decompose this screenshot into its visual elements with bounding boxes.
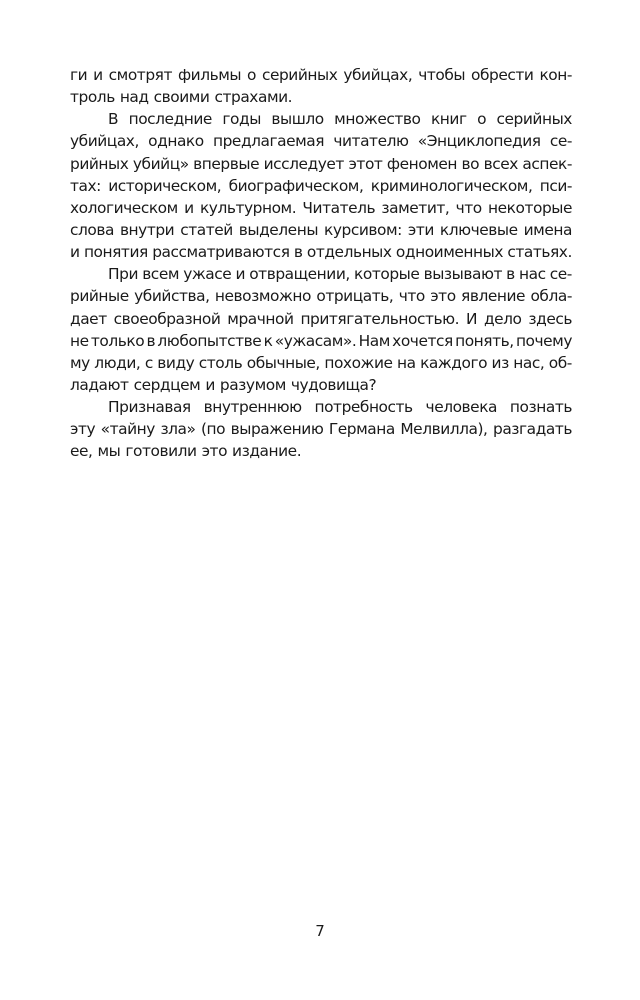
page-number: 7	[315, 922, 325, 940]
word: притягательностью.	[300, 309, 460, 328]
word: При	[108, 265, 138, 284]
word: в	[293, 243, 303, 262]
word: и	[93, 66, 103, 84]
word: этот	[348, 154, 383, 173]
word: разгадать	[493, 420, 572, 439]
word: выделены	[238, 220, 319, 239]
word: биографическом,	[228, 176, 364, 195]
word: отрицать,	[316, 287, 394, 306]
word: понятия	[83, 243, 148, 262]
word: серийных	[261, 66, 338, 84]
word: хологическом	[70, 198, 178, 217]
word: некоторые	[488, 198, 572, 217]
word: ги	[70, 66, 88, 84]
word: рийные	[70, 287, 129, 306]
word: всем	[142, 265, 179, 284]
text-line	[70, 153, 572, 175]
word: рийных	[70, 154, 129, 173]
word: му	[70, 353, 90, 372]
word: Признавая	[108, 398, 191, 417]
text-line	[70, 64, 572, 86]
word: почему	[515, 331, 572, 350]
word: читателю	[333, 132, 409, 151]
word: пси-	[539, 176, 572, 195]
word: рассматриваются	[152, 243, 290, 262]
text-line	[70, 241, 572, 263]
word: это	[430, 287, 456, 306]
word: исследует	[263, 154, 344, 173]
word: феномен	[386, 154, 458, 173]
text-line	[70, 285, 572, 307]
word: эти	[407, 220, 434, 239]
word: и	[205, 375, 215, 394]
word: се-	[549, 132, 572, 151]
word: о	[247, 66, 256, 84]
word: слова	[70, 220, 114, 239]
word: здесь	[528, 309, 572, 328]
word: статьях.	[507, 243, 572, 262]
word: столь	[198, 353, 243, 372]
word: историческом,	[108, 176, 222, 195]
word: каждого	[420, 353, 488, 372]
word: се-	[549, 265, 572, 284]
word: с	[144, 353, 153, 372]
word: во	[461, 154, 480, 173]
word: сердцем	[133, 375, 201, 394]
word: кон-	[539, 66, 572, 84]
word: «Энциклопедия	[417, 132, 541, 151]
body-text	[70, 64, 572, 463]
word: своеобразной	[113, 309, 221, 328]
word: похожие	[324, 353, 393, 372]
word: обла-	[530, 287, 572, 306]
word: что	[398, 287, 425, 306]
word: которые	[354, 265, 420, 284]
word: впервые	[193, 154, 260, 173]
word: вызывают	[423, 265, 502, 284]
word: убийцах,	[343, 66, 413, 84]
word: ключевые	[439, 220, 518, 239]
word: однако	[148, 132, 204, 151]
word: смотрят	[108, 66, 172, 84]
word: чудовища?	[290, 375, 377, 394]
word: человека	[425, 398, 498, 417]
word: всех	[483, 154, 518, 173]
word: познать	[509, 398, 572, 417]
word: серийных	[496, 110, 572, 129]
word: только	[90, 331, 145, 350]
word: Германа	[328, 420, 395, 439]
word: зла»	[160, 420, 196, 439]
word: понять,	[455, 331, 514, 350]
word: Мелвилла),	[400, 420, 488, 439]
word: убийства,	[134, 287, 210, 306]
word: внутреннюю	[203, 398, 302, 417]
text-line	[70, 86, 572, 108]
text-line	[70, 219, 572, 241]
word: мрачной	[227, 309, 294, 328]
word: и	[235, 265, 246, 284]
word: потребность	[314, 398, 413, 417]
word: готовили	[125, 442, 197, 461]
word: «тайну	[100, 420, 155, 439]
text-line	[70, 308, 572, 330]
word: статей	[180, 220, 233, 239]
word: троль	[70, 88, 115, 107]
text-line	[70, 440, 572, 462]
word: нас,	[513, 353, 545, 372]
word: предлагаемая	[213, 132, 325, 151]
text-line	[70, 130, 572, 152]
word: невозможно	[214, 287, 311, 306]
text-line	[70, 374, 572, 396]
text-line	[70, 352, 572, 374]
word: внутри	[119, 220, 175, 239]
word: культурном.	[199, 198, 297, 217]
word: из	[491, 353, 509, 372]
word: последние	[128, 110, 212, 129]
word: ее,	[70, 442, 93, 461]
word: отдельных	[306, 243, 392, 262]
word: фильмы	[177, 66, 242, 84]
word: разумом	[219, 375, 286, 394]
word: аспек-	[522, 154, 572, 173]
text-line	[70, 175, 572, 197]
word: И	[465, 309, 478, 328]
text-line	[70, 197, 572, 219]
word: своими	[153, 88, 210, 107]
word: в	[146, 331, 156, 350]
word: В	[108, 110, 119, 129]
word: мы	[97, 442, 121, 461]
word: издание.	[232, 442, 302, 461]
word: что	[455, 198, 482, 217]
word: чтобы	[418, 66, 466, 84]
word: люди,	[94, 353, 141, 372]
word: отвращении,	[249, 265, 350, 284]
word: дело	[483, 309, 522, 328]
word: выражению	[230, 420, 324, 439]
word: (по	[201, 420, 226, 439]
word: убийцах,	[70, 132, 139, 151]
word: тах:	[70, 176, 101, 195]
word: о	[477, 110, 487, 129]
word: годы	[222, 110, 261, 129]
word: обычные,	[246, 353, 320, 372]
word: и	[184, 198, 194, 217]
word: убийц»	[132, 154, 189, 173]
word: Читатель	[302, 198, 376, 217]
word: эту	[70, 420, 96, 439]
text-line	[70, 330, 572, 352]
word: «ужасам».	[274, 331, 357, 350]
word: имена	[523, 220, 572, 239]
word: дает	[70, 309, 107, 328]
word: не	[70, 331, 89, 350]
word: обрести	[471, 66, 534, 84]
word: ладают	[70, 375, 129, 394]
word: курсивом:	[324, 220, 402, 239]
word: и	[70, 243, 80, 262]
word: над	[119, 88, 149, 107]
word: об-	[548, 353, 572, 372]
word: в	[506, 265, 515, 284]
text-line	[70, 108, 572, 130]
word: страхами.	[214, 88, 293, 107]
word: ужасе	[183, 265, 232, 284]
word: одноименных	[395, 243, 503, 262]
word: книг	[430, 110, 467, 129]
word: криминологическом,	[370, 176, 533, 195]
text-line	[70, 396, 572, 418]
word: хочется	[392, 331, 453, 350]
word: заметит,	[381, 198, 450, 217]
word: на	[397, 353, 416, 372]
text-line	[70, 418, 572, 440]
word: виду	[157, 353, 195, 372]
word: явление	[461, 287, 526, 306]
word: вышло	[271, 110, 324, 129]
word: к	[263, 331, 273, 350]
word: Нам	[358, 331, 390, 350]
text-line	[70, 263, 572, 285]
word: это	[201, 442, 228, 461]
word: любопытстве	[157, 331, 262, 350]
word: нас	[518, 265, 546, 284]
word: множество	[334, 110, 421, 129]
